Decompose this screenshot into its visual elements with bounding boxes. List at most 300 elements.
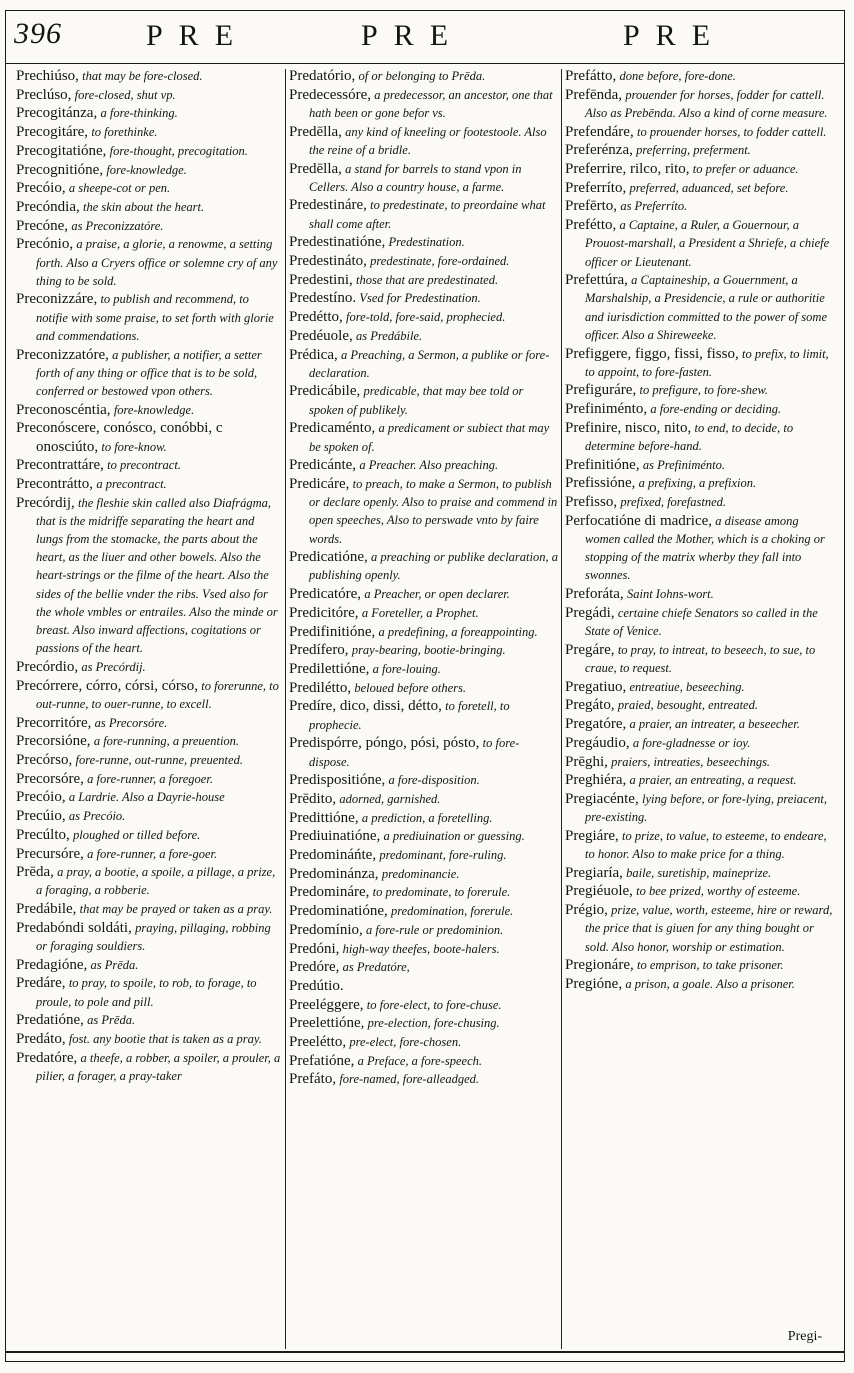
dictionary-entry <box>16 161 282 179</box>
headword: Predútio. <box>289 977 344 994</box>
dictionary-entry <box>565 197 837 215</box>
headword: Precontrattáre, <box>16 457 104 474</box>
dictionary-entry <box>16 86 282 104</box>
headword: Precórso, <box>16 752 73 769</box>
headword: Precórrere, córro, córsi, córso, <box>16 677 198 694</box>
definition: a predicament or subiect that may be spoken of. <box>309 421 550 454</box>
running-head-center: PRE <box>361 19 465 52</box>
dictionary-entry <box>16 714 282 732</box>
definition: baile, suretiship, maineprize. <box>626 865 772 880</box>
headword: Perfocatióne di madrice, <box>565 512 713 529</box>
catchword: Pregi- <box>787 1329 822 1344</box>
headword: Precórdij, <box>16 494 75 511</box>
headword: Pregiacénte, <box>565 790 639 807</box>
headword: Preclúso, <box>16 86 72 103</box>
definition: a fore-runner, a fore-goer. <box>87 846 218 861</box>
headword: Precursóre, <box>16 845 84 862</box>
dictionary-entry <box>16 732 282 750</box>
dictionary-entry <box>289 456 559 474</box>
definition: a fore-gladnesse or ioy. <box>632 735 751 750</box>
dictionary-entry <box>289 160 559 196</box>
headword: Pregiéuole, <box>565 883 633 900</box>
dictionary-entry <box>289 1070 559 1088</box>
dictionary-entry <box>16 956 282 974</box>
definition: praiers, intreaties, beseechings. <box>611 754 771 769</box>
definition: to fore-know. <box>101 439 167 454</box>
headword: Preelétto, <box>289 1034 347 1051</box>
headword: Precogitáre, <box>16 124 89 141</box>
dictionary-entry <box>16 900 282 918</box>
headword: Precogitánza, <box>16 105 98 122</box>
dictionary-entry <box>565 419 837 455</box>
headword: Predóre, <box>289 959 340 976</box>
headword: Precónio, <box>16 236 74 253</box>
dictionary-entry <box>16 123 282 141</box>
headword: Predestináre, <box>289 197 367 214</box>
dictionary-entry <box>289 233 559 251</box>
dictionary-entry <box>16 456 282 474</box>
dictionary-entry <box>16 863 282 899</box>
definition: to end, to decide, to determine before-hand. <box>585 420 794 454</box>
definition: a Preface, a fore-speech. <box>357 1053 483 1068</box>
headword: Predomináre, <box>289 884 370 901</box>
headword: Predétto, <box>289 309 343 326</box>
headword: Pregáto, <box>565 697 615 714</box>
headword: Pregiáre, <box>565 827 619 844</box>
headword: Predicatóre, <box>289 586 362 603</box>
dictionary-entry <box>16 401 282 419</box>
headword: Pregáudio, <box>565 734 630 751</box>
definition: done before, fore-done. <box>619 69 736 83</box>
dictionary-entry <box>289 123 559 159</box>
headword: Predicábile, <box>289 383 361 400</box>
dictionary-entry <box>565 901 837 956</box>
definition: a publisher, a notifier, a setter forth of any thing or office that is to be sold, conferred or bestowed vpon others. <box>36 347 262 398</box>
headword: Predestíno. <box>289 290 357 307</box>
headword: Precóio, <box>16 180 66 197</box>
dictionary-entry <box>289 1052 559 1070</box>
headword: Pregatóre, <box>565 716 627 733</box>
definition: praied, besought, entreated. <box>617 698 758 713</box>
dictionary-entry <box>565 678 837 696</box>
definition: of or belonging to Prēda. <box>358 69 486 83</box>
definition: to prefer or aduance. <box>692 162 799 177</box>
headword: Predíre, dico, dissi, détto, <box>289 698 442 715</box>
headword: Prefiggere, figgo, fissi, fisso, <box>565 345 739 362</box>
definition: a Captaineship, a Gouernment, a Marshalship, a Presidencie, a rule or authoritie and iurisdiction committed to the power of some officer. Also a Shireweeke. <box>585 273 827 342</box>
headword: Predomináńte, <box>289 847 377 864</box>
headword: Prefērto, <box>565 198 618 215</box>
dictionary-entry <box>565 160 837 178</box>
headword: Pregádi, <box>565 604 615 621</box>
dictionary-entry <box>289 623 559 641</box>
headword: Pregióne, <box>565 975 623 992</box>
definition: certaine chiefe Senators so called in the State of Venice. <box>585 605 818 639</box>
headword: Prefēnda, <box>565 86 623 103</box>
dictionary-entry <box>565 67 837 85</box>
dictionary-entry <box>289 921 559 939</box>
dictionary-entry <box>16 235 282 290</box>
definition: a preaching or publike declaration, a publishing openly. <box>309 550 558 583</box>
dictionary-entry <box>16 67 282 85</box>
dictionary-entry <box>16 419 282 455</box>
headword: Preconizzatóre, <box>16 346 109 363</box>
definition: pre-election, fore-chusing. <box>367 1016 500 1031</box>
headword: Predáto, <box>16 1031 66 1048</box>
headword: Predispórre, póngo, pósi, pósto, <box>289 735 480 752</box>
headword: Pregionáre, <box>565 957 634 974</box>
definition: a stand for barrels to stand vpon in Cellers. Also a country house, a farme. <box>309 161 522 194</box>
headword: Predestináto, <box>289 253 367 270</box>
dictionary-entry <box>16 658 282 676</box>
definition: a fore-thinking. <box>100 106 178 121</box>
definition: fore-knowledge. <box>106 162 187 177</box>
definition: fore-closed, shut vp. <box>74 87 176 102</box>
definition: to fore-elect, to fore-chuse. <box>366 997 502 1012</box>
dictionary-entry <box>289 977 559 995</box>
dictionary-entry <box>289 196 559 232</box>
headword: Prefendáre, <box>565 123 634 140</box>
definition: a pray, a bootie, a spoile, a pillage, a prize, a foraging, a robberie. <box>36 865 276 898</box>
dictionary-entry <box>16 1030 282 1048</box>
definition: as Predatóre, <box>342 960 410 975</box>
headword: Predēlla, <box>289 123 342 140</box>
headword: Prefátto, <box>565 68 617 84</box>
definition: as Prefiniménto. <box>642 457 725 472</box>
definition: high-way theefes, boote-halers. <box>342 941 500 956</box>
definition: as Prēda. <box>87 1013 136 1028</box>
definition: the fleshie skin called also Diafrágma, that is the midriffe separating the heart and lungs from the stomacke, the parts about the heart, as the liuer and other bowels. Also the heart-strings or the filme of the heart. Also the sides of the bellie vnder the ribs. Vsed also for the whole vmbles or entrailes. Also the minde or breast. Also inward affections, cogitations or passions of the heart. <box>36 495 278 656</box>
dictionary-entry <box>289 585 559 603</box>
dictionary-entry <box>565 753 837 771</box>
definition: a praise, a glorie, a renowme, a setting forth. Also a Cryers office or solemne cry of any thing to be sold. <box>36 237 278 288</box>
dictionary-entry <box>565 882 837 900</box>
definition: as Precorsóre. <box>94 715 168 730</box>
headword: Preferénza, <box>565 142 633 159</box>
headword: Prefinire, nisco, nito, <box>565 419 692 436</box>
definition: predestinate, fore-ordained. <box>370 254 510 269</box>
dictionary-entry <box>16 104 282 122</box>
dictionary-entry <box>565 216 837 271</box>
column-1 <box>16 67 282 1327</box>
headword: Prefissióne, <box>565 475 636 492</box>
dictionary-entry <box>289 902 559 920</box>
definition: fore-thought, precogitation. <box>109 143 248 158</box>
headword: Prefisso, <box>565 494 618 511</box>
page-header <box>6 11 844 64</box>
definition: to prouender horses, to fodder cattell. <box>636 124 827 139</box>
definition: a sheepe-cot or pen. <box>68 181 171 196</box>
headword: Preconizzáre, <box>16 291 98 308</box>
definition: to fore-dispose. <box>309 736 520 769</box>
dictionary-entry <box>16 494 282 658</box>
definition: as Precórdij. <box>81 660 146 674</box>
dictionary-entry <box>565 86 837 122</box>
headword: Precórdio, <box>16 659 79 675</box>
headword: Predecessóre, <box>289 86 372 103</box>
dictionary-entry <box>16 142 282 160</box>
definition: to prefigure, to fore-shew. <box>639 383 769 398</box>
dictionary-entry <box>565 956 837 974</box>
running-head-right: PRE <box>623 19 727 52</box>
headword: Predēlla, <box>289 160 342 177</box>
dictionary-entry <box>16 788 282 806</box>
dictionary-entry <box>289 1033 559 1051</box>
dictionary-entry <box>289 958 559 976</box>
definition: to predominate, to forerule. <box>372 885 511 900</box>
headword: Preghiéra, <box>565 772 627 789</box>
dictionary-entry <box>565 456 837 474</box>
dictionary-entry <box>289 289 559 307</box>
dictionary-entry <box>289 734 559 770</box>
headword: Prefettúra, <box>565 272 628 289</box>
definition: to bee prized, worthy of esteeme. <box>636 884 801 899</box>
headword: Preelettióne, <box>289 1015 365 1032</box>
definition: to foretell, to prophecie. <box>309 699 510 732</box>
dictionary-entry <box>565 641 837 677</box>
headword: Predagióne, <box>16 956 88 973</box>
headword: Predatióne, <box>16 1012 84 1029</box>
headword: Prégio, <box>565 902 608 919</box>
headword: Preconoscéntia, <box>16 401 111 418</box>
definition: to predestinate, to preordaine what shall come after. <box>309 198 546 231</box>
definition: lying before, or fore-lying, preiacent, pre-existing. <box>585 791 827 825</box>
definition: to publish and recommend, to notifie with some praise, to set forth with glorie and commendations. <box>36 292 274 343</box>
definition: a predefining, a foreappointing. <box>378 624 538 639</box>
headword: Predomínio, <box>289 921 363 938</box>
dictionary-entry <box>289 67 559 85</box>
definition: to precontract. <box>107 458 181 473</box>
definition: a prediction, a foretelling. <box>361 810 493 825</box>
column-2 <box>289 67 559 1327</box>
dictionary-entry <box>289 475 559 548</box>
dictionary-entry <box>16 1011 282 1029</box>
headword: Precorsióne, <box>16 733 91 750</box>
dictionary-entry <box>289 996 559 1014</box>
headword: Predestini, <box>289 271 353 288</box>
headword: Precóio, <box>16 789 66 806</box>
definition: a praier, an intreater, a beseecher. <box>629 717 800 732</box>
dictionary-entry <box>565 790 837 826</box>
headword: Prefinitióne, <box>565 456 640 473</box>
definition: predominancie. <box>381 866 460 881</box>
definition: a fore-louing. <box>372 662 441 676</box>
dictionary-entry <box>16 974 282 1010</box>
headword: Preconóscere, conósco, conóbbi, c onosciúto, <box>16 420 223 455</box>
definition: a predecessor, an ancestor, one that hath been or gone befor vs. <box>309 87 553 120</box>
dictionary-entry <box>565 141 837 159</box>
definition: a disease among women called the Mother, which is a choking or stopping of the matrix wherby they fall into swonnes. <box>585 513 825 583</box>
headword: Precóndia, <box>16 198 80 215</box>
definition: as Predábile. <box>355 328 423 343</box>
headword: Predispositióne, <box>289 772 386 789</box>
definition: fore-knowledge. <box>113 402 195 417</box>
definition: entreatiue, beseeching. <box>629 679 745 694</box>
definition: beloued before others. <box>354 680 466 695</box>
definition: a Preacher, or open declarer. <box>364 587 510 602</box>
headword: Precognitióne, <box>16 161 104 178</box>
dictionary-entry <box>289 790 559 808</box>
dictionary-entry <box>289 308 559 326</box>
definition: that may be prayed or taken as a pray. <box>79 902 273 917</box>
headword: Prefiguráre, <box>565 382 637 399</box>
bottom-rule <box>6 1351 844 1353</box>
definition: to preach, to make a Sermon, to publish or declare openly. Also to praise and commend in open speeches, Also to perswade vnto by faire words. <box>309 476 558 546</box>
headword: Preferríto, <box>565 179 627 196</box>
headword: Precúio, <box>16 808 66 825</box>
headword: Preeléggere, <box>289 996 364 1013</box>
headword: Preferrire, rilco, rito, <box>565 161 690 178</box>
definition: a praier, an entreating, a request. <box>629 773 797 788</box>
headword: Predóni, <box>289 940 340 957</box>
definition: fost. any bootie that is taken as a pray. <box>68 1032 262 1047</box>
headword: Preforáta, <box>565 586 624 603</box>
dictionary-entry <box>565 827 837 863</box>
headword: Prefatióne, <box>289 1052 355 1069</box>
dictionary-entry <box>565 345 837 381</box>
dictionary-entry <box>16 919 282 955</box>
definition: as Prēda. <box>90 957 139 972</box>
dictionary-entry <box>289 327 559 345</box>
headword: Predicaménto, <box>289 420 376 437</box>
dictionary-entry <box>565 864 837 882</box>
headword: Prechiúso, <box>16 68 79 84</box>
dictionary-entry <box>565 771 837 789</box>
headword: Prēdito, <box>289 790 337 807</box>
running-head-left: PRE <box>146 19 250 52</box>
definition: as Preconizzatóre. <box>71 218 164 233</box>
definition: a prison, a goale. Also a prisoner. <box>625 976 795 991</box>
dictionary-entry <box>565 734 837 752</box>
definition: any kind of kneeling or footestoole. Also the reine of a bridle. <box>309 124 547 157</box>
dictionary-entry <box>289 548 559 584</box>
dictionary-entry <box>289 679 559 697</box>
definition: prouender for horses, fodder for cattell. Also as Prebēnda. Also a kind of corne measure. <box>585 87 828 120</box>
definition: preferring, preferment. <box>636 143 751 158</box>
dictionary-entry <box>16 179 282 197</box>
dictionary-entry <box>289 660 559 678</box>
headword: Prēda, <box>16 864 54 881</box>
definition: to prize, to value, to esteeme, to endeare, to honor. Also to make price for a thing. <box>585 828 827 862</box>
headword: Precúlto, <box>16 826 70 843</box>
definition: a prefixing, a prefixion. <box>638 476 757 491</box>
column-3 <box>565 67 837 1327</box>
dictionary-entry <box>289 419 559 455</box>
definition: to pray, to intreat, to beseech, to sue, to craue, to request. <box>585 642 816 675</box>
dictionary-entry <box>565 696 837 714</box>
dictionary-entry <box>565 975 837 993</box>
definition: praying, pillaging, robbing or foraging souldiers. <box>36 920 271 954</box>
definition: a Preacher. Also preaching. <box>359 458 499 473</box>
definition: Saint Iohns-wort. <box>626 587 714 602</box>
dictionary-entry <box>565 585 837 603</box>
dictionary-entry <box>565 123 837 141</box>
headword: Prēghi, <box>565 753 608 770</box>
definition: a fore-running, a preuention. <box>93 734 240 749</box>
dictionary-entry <box>565 381 837 399</box>
definition: to prefix, to limit, to appoint, to fore-fasten. <box>585 346 829 379</box>
dictionary-entry <box>289 382 559 418</box>
headword: Predicitóre, <box>289 604 359 621</box>
page-number: 396 <box>14 17 62 50</box>
definition: a fore-disposition. <box>388 773 480 788</box>
headword: Predéuole, <box>289 327 353 344</box>
definition: to emprison, to take prisoner. <box>636 958 784 973</box>
definition: prefixed, forefastned. <box>620 495 726 510</box>
definition: pray-bearing, bootie-bringing. <box>351 643 506 658</box>
dictionary-entry <box>289 771 559 789</box>
definition: as Precóio. <box>68 809 126 824</box>
dictionary-entry <box>289 827 559 845</box>
definition: predominant, fore-ruling. <box>379 848 507 863</box>
dictionary-entry <box>565 474 837 492</box>
dictionary-entry <box>289 604 559 622</box>
headword: Predominánza, <box>289 865 379 882</box>
definition: a theefe, a robber, a spoiler, a prouler, a pilier, a forager, a pray-taker <box>36 1050 281 1083</box>
definition: to forethinke. <box>91 125 158 140</box>
definition: preferred, aduanced, set before. <box>629 180 789 195</box>
dictionary-entry <box>565 493 837 511</box>
dictionary-entry <box>289 809 559 827</box>
dictionary-entry <box>289 883 559 901</box>
dictionary-entry <box>565 512 837 585</box>
definition: pre-elect, fore-chosen. <box>349 1035 462 1050</box>
headword: Predicatióne, <box>289 549 368 566</box>
definition: Vsed for Predestination. <box>359 291 481 306</box>
definition: as Preferríto. <box>620 199 688 214</box>
dictionary-entry <box>16 475 282 493</box>
dictionary-entry <box>289 940 559 958</box>
dictionary-entry <box>16 845 282 863</box>
headword: Precontrátto, <box>16 475 94 492</box>
dictionary-entry <box>565 271 837 344</box>
headword: Precorsóre, <box>16 770 84 787</box>
dictionary-entry <box>289 641 559 659</box>
headword: Prediuinatióne, <box>289 828 381 845</box>
dictionary-entry <box>289 346 559 382</box>
dictionary-entry <box>16 770 282 788</box>
column-rule <box>561 69 562 1349</box>
definition: the skin about the heart. <box>82 199 205 214</box>
headword: Precorritóre, <box>16 714 92 731</box>
headword: Predilettióne, <box>289 661 370 677</box>
headword: Predatóre, <box>16 1049 78 1066</box>
headword: Predittióne, <box>289 809 359 826</box>
headword: Pregatiuo, <box>565 678 627 695</box>
dictionary-entry <box>16 826 282 844</box>
definition: a Captaine, a Ruler, a Gouernour, a Prouost-marshall, a President a Shriefe, a chiefe officer or Lieutenant. <box>585 218 830 269</box>
headword: Precóne, <box>16 217 69 234</box>
dictionary-page <box>5 10 845 1362</box>
definition: a Preaching, a Sermon, a publike or fore-declaration. <box>309 347 550 380</box>
definition: a precontract. <box>96 476 167 491</box>
headword: Predabóndi soldáti, <box>16 919 132 936</box>
definition: a Foreteller, a Prophet. <box>361 605 479 620</box>
definition: a fore-runner, a foregoer. <box>87 771 213 786</box>
headword: Prefiniménto, <box>565 401 648 418</box>
headword: Predestinatióne, <box>289 234 386 251</box>
headword: Prédica, <box>289 346 338 363</box>
dictionary-entry <box>289 86 559 122</box>
headword: Predifinitióne, <box>289 623 376 640</box>
definition: fore-runne, out-runne, preuented. <box>75 753 243 768</box>
dictionary-entry <box>289 846 559 864</box>
definition: that may be fore-closed. <box>82 69 203 83</box>
definition: a fore-ending or deciding. <box>650 402 782 417</box>
definition: fore-named, fore-alleadged. <box>339 1072 479 1087</box>
definition: predomination, forerule. <box>390 904 514 919</box>
headword: Predilétto, <box>289 679 352 696</box>
